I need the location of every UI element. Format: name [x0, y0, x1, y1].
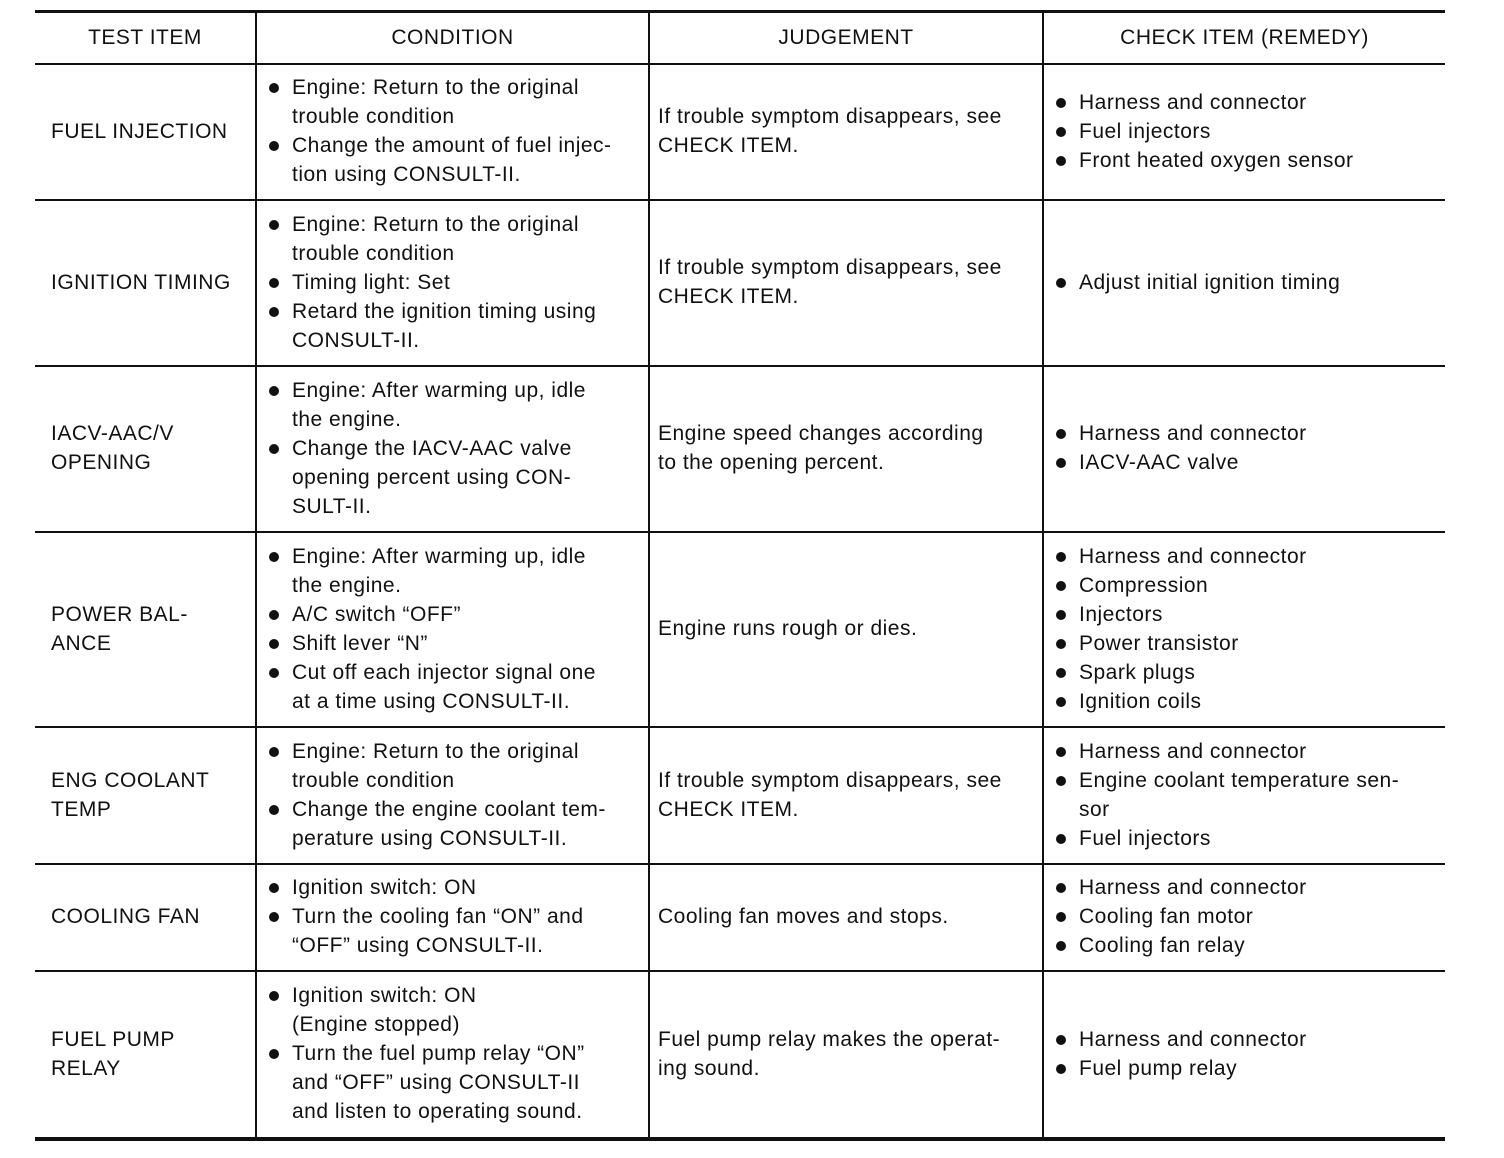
- bullet-icon: [1056, 610, 1066, 620]
- text-line: ing sound.: [658, 1056, 760, 1080]
- check-item-cell: [1043, 64, 1445, 200]
- test-item-cell: [35, 366, 256, 532]
- text-line: trouble condition: [292, 241, 455, 265]
- text-line: (Engine stopped): [292, 1013, 460, 1036]
- condition-bullet: [265, 795, 640, 853]
- bullet-icon: [269, 1049, 279, 1059]
- check-item-cell: [1043, 366, 1445, 532]
- bullet-icon: [269, 141, 279, 151]
- text-line: Injectors: [1079, 602, 1163, 626]
- judgement-cell: [649, 532, 1043, 727]
- check-item-bullet: [1052, 448, 1437, 477]
- bullet-icon: [269, 805, 279, 815]
- text-line: COOLING FAN: [51, 905, 201, 928]
- text-line: If trouble symptom disappears, see: [658, 768, 1002, 792]
- text-line: Harness and connector: [1079, 876, 1307, 899]
- text-line: trouble condition: [292, 768, 455, 792]
- header-test-item: TEST ITEM: [88, 26, 202, 50]
- check-item-bullet: [1052, 146, 1437, 175]
- check-item-bullet: [1052, 88, 1437, 117]
- test-item-cell: [35, 532, 256, 727]
- text-line: sor: [1079, 797, 1110, 821]
- text-line: CHECK ITEM.: [658, 285, 799, 308]
- text-line: Fuel pump relay makes the operat-: [658, 1027, 1001, 1051]
- text-line: Harness and connector: [1079, 544, 1307, 568]
- text-line: Ignition switch: ON: [292, 984, 477, 1007]
- text-line: Harness and connector: [1079, 1027, 1307, 1051]
- text-line: perature using CONSULT-II.: [292, 826, 568, 850]
- bullet-icon: [1056, 941, 1066, 951]
- header-check-item: CHECK ITEM (REMEDY): [1043, 12, 1445, 64]
- condition-list: [265, 542, 640, 716]
- check-item-bullet: [1052, 737, 1437, 766]
- table-row: [35, 366, 1445, 532]
- bullet-icon: [1056, 98, 1066, 108]
- bullet-icon: [1056, 552, 1066, 562]
- text-line: Adjust initial ignition timing: [1079, 270, 1341, 294]
- check-item-cell: [1043, 200, 1445, 366]
- text-line: Fuel pump relay: [1079, 1056, 1238, 1080]
- bullet-icon: [1056, 697, 1066, 707]
- condition-list: [265, 737, 640, 853]
- bullet-icon: [1056, 127, 1066, 137]
- condition-bullet: [265, 737, 640, 795]
- text-line: Harness and connector: [1079, 739, 1307, 763]
- bullet-icon: [269, 668, 279, 678]
- condition-bullet: [265, 902, 640, 960]
- text-line: and “OFF” using CONSULT-II: [292, 1071, 581, 1094]
- condition-cell: [256, 727, 649, 864]
- test-item-cell: [35, 971, 256, 1139]
- check-item-list: [1052, 268, 1437, 297]
- check-item-list: [1052, 542, 1437, 716]
- condition-bullet: [265, 1039, 640, 1126]
- text-line: Cooling fan motor: [1079, 905, 1254, 928]
- check-item-bullet: [1052, 419, 1437, 448]
- condition-list: [265, 873, 640, 960]
- text-line: FUEL INJECTION: [51, 119, 228, 143]
- test-item-cell: [35, 727, 256, 864]
- check-item-bullet: [1052, 766, 1437, 824]
- table-row: [35, 532, 1445, 727]
- text-line: Engine: Return to the original: [292, 212, 580, 236]
- text-line: If trouble symptom disappears, see: [658, 256, 1002, 279]
- check-item-cell: [1043, 864, 1445, 971]
- text-line: opening percent using CON-: [292, 465, 572, 489]
- text-line: Fuel injectors: [1079, 826, 1211, 850]
- text-line: “OFF” using CONSULT-II.: [292, 934, 544, 957]
- bullet-icon: [269, 747, 279, 757]
- bullet-icon: [269, 278, 279, 288]
- text-line: the engine.: [292, 573, 402, 597]
- bullet-icon: [1056, 429, 1066, 439]
- judgement-cell: [649, 727, 1043, 864]
- bullet-icon: [269, 307, 279, 317]
- condition-bullet: [265, 873, 640, 902]
- active-test-table: [35, 10, 1445, 1141]
- text-line: FUEL PUMP: [51, 1027, 175, 1051]
- text-line: Turn the cooling fan “ON” and: [292, 905, 584, 928]
- condition-list: [265, 376, 640, 521]
- check-item-bullet: [1052, 931, 1437, 960]
- check-item-bullet: [1052, 600, 1437, 629]
- check-item-list: [1052, 873, 1437, 960]
- table-row: [35, 200, 1445, 366]
- text-line: RELAY: [51, 1056, 121, 1080]
- header-condition: CONDITION: [256, 12, 649, 64]
- check-item-bullet: [1052, 658, 1437, 687]
- table-row: [35, 971, 1445, 1139]
- check-item-bullet: [1052, 629, 1437, 658]
- condition-bullet: [265, 297, 640, 355]
- condition-bullet: [265, 981, 640, 1039]
- text-line: Change the amount of fuel injec-: [292, 134, 612, 157]
- text-line: Engine: Return to the original: [292, 76, 580, 99]
- text-line: Change the IACV-AAC valve: [292, 436, 572, 460]
- condition-bullet: [265, 629, 640, 658]
- condition-bullet: [265, 542, 640, 600]
- check-item-cell: [1043, 532, 1445, 727]
- bullet-icon: [1056, 747, 1066, 757]
- check-item-bullet: [1052, 268, 1437, 297]
- bullet-icon: [269, 444, 279, 454]
- bullet-icon: [1056, 1035, 1066, 1045]
- text-line: If trouble symptom disappears, see: [658, 105, 1002, 128]
- bullet-icon: [1056, 639, 1066, 649]
- text-line: CHECK ITEM.: [658, 134, 799, 157]
- bullet-icon: [269, 639, 279, 649]
- text-line: Cooling fan moves and stops.: [658, 905, 949, 928]
- header-row: [35, 12, 1445, 64]
- text-line: POWER BAL-: [51, 602, 188, 626]
- text-line: ENG COOLANT: [51, 768, 210, 792]
- check-item-list: [1052, 419, 1437, 477]
- text-line: at a time using CONSULT-II.: [292, 689, 571, 713]
- bullet-icon: [1056, 776, 1066, 786]
- bullet-icon: [1056, 156, 1066, 166]
- condition-bullet: [265, 210, 640, 268]
- judgement-cell: [649, 864, 1043, 971]
- condition-bullet: [265, 131, 640, 189]
- text-line: tion using CONSULT-II.: [292, 163, 521, 186]
- text-line: trouble condition: [292, 105, 455, 128]
- text-line: ANCE: [51, 631, 112, 655]
- text-line: OPENING: [51, 451, 152, 474]
- text-line: Turn the fuel pump relay “ON”: [292, 1042, 585, 1065]
- condition-bullet: [265, 600, 640, 629]
- text-line: SULT-II.: [292, 494, 372, 518]
- table-row: [35, 727, 1445, 864]
- test-item-cell: [35, 864, 256, 971]
- check-item-bullet: [1052, 571, 1437, 600]
- text-line: Ignition switch: ON: [292, 876, 477, 899]
- text-line: CHECK ITEM.: [658, 797, 799, 821]
- check-item-list: [1052, 1025, 1437, 1083]
- text-line: Harness and connector: [1079, 90, 1307, 114]
- text-line: Spark plugs: [1079, 660, 1196, 684]
- test-item-cell: [35, 200, 256, 366]
- bullet-icon: [269, 83, 279, 93]
- text-line: IACV-AAC/V: [51, 422, 174, 445]
- text-line: Compression: [1079, 573, 1209, 597]
- condition-cell: [256, 366, 649, 532]
- text-line: to the opening percent.: [658, 451, 885, 474]
- condition-cell: [256, 532, 649, 727]
- check-item-bullet: [1052, 1054, 1437, 1083]
- bullet-icon: [269, 220, 279, 230]
- condition-cell: [256, 864, 649, 971]
- bullet-icon: [1056, 278, 1066, 288]
- bullet-icon: [1056, 883, 1066, 893]
- bullet-icon: [1056, 1064, 1066, 1074]
- text-line: Change the engine coolant tem-: [292, 797, 606, 821]
- check-item-bullet: [1052, 687, 1437, 716]
- text-line: Engine coolant temperature sen-: [1079, 768, 1400, 792]
- condition-list: [265, 210, 640, 355]
- text-line: IACV-AAC valve: [1079, 451, 1239, 474]
- condition-cell: [256, 971, 649, 1139]
- bullet-icon: [269, 912, 279, 922]
- check-item-cell: [1043, 727, 1445, 864]
- table-row: [35, 64, 1445, 200]
- condition-bullet: [265, 73, 640, 131]
- text-line: and listen to operating sound.: [292, 1100, 583, 1123]
- text-line: Fuel injectors: [1079, 119, 1211, 143]
- check-item-list: [1052, 737, 1437, 853]
- check-item-bullet: [1052, 902, 1437, 931]
- judgement-cell: [649, 971, 1043, 1139]
- check-item-bullet: [1052, 1025, 1437, 1054]
- text-line: Engine: After warming up, idle: [292, 378, 586, 402]
- text-line: Engine runs rough or dies.: [658, 617, 918, 640]
- text-line: Retard the ignition timing using: [292, 299, 597, 323]
- text-line: CONSULT-II.: [292, 328, 420, 352]
- text-line: the engine.: [292, 407, 402, 431]
- text-line: Power transistor: [1079, 631, 1239, 655]
- text-line: Cooling fan relay: [1079, 934, 1246, 957]
- text-line: Engine: After warming up, idle: [292, 544, 586, 568]
- test-item-cell: [35, 64, 256, 200]
- condition-list: [265, 73, 640, 189]
- check-item-bullet: [1052, 117, 1437, 146]
- condition-bullet: [265, 658, 640, 716]
- text-line: Engine speed changes according: [658, 422, 984, 445]
- bullet-icon: [1056, 834, 1066, 844]
- bullet-icon: [1056, 668, 1066, 678]
- condition-list: [265, 981, 640, 1126]
- judgement-cell: [649, 64, 1043, 200]
- check-item-bullet: [1052, 542, 1437, 571]
- text-line: TEMP: [51, 797, 112, 821]
- condition-bullet: [265, 268, 640, 297]
- bullet-icon: [269, 991, 279, 1001]
- bullet-icon: [269, 386, 279, 396]
- condition-cell: [256, 64, 649, 200]
- check-item-bullet: [1052, 873, 1437, 902]
- condition-cell: [256, 200, 649, 366]
- bullet-icon: [1056, 581, 1066, 591]
- condition-bullet: [265, 376, 640, 434]
- text-line: IGNITION TIMING: [51, 270, 231, 294]
- judgement-cell: [649, 200, 1043, 366]
- text-line: A/C switch “OFF”: [292, 602, 461, 626]
- text-line: Engine: Return to the original: [292, 739, 580, 763]
- bullet-icon: [269, 610, 279, 620]
- check-item-bullet: [1052, 824, 1437, 853]
- bullet-icon: [1056, 458, 1066, 468]
- bullet-icon: [269, 883, 279, 893]
- text-line: Harness and connector: [1079, 422, 1307, 445]
- judgement-cell: [649, 366, 1043, 532]
- check-item-list: [1052, 88, 1437, 175]
- text-line: Ignition coils: [1079, 689, 1202, 713]
- text-line: Front heated oxygen sensor: [1079, 148, 1354, 172]
- header-judgement: JUDGEMENT: [649, 12, 1043, 64]
- table-body: [35, 64, 1445, 1139]
- check-item-cell: [1043, 971, 1445, 1139]
- text-line: Shift lever “N”: [292, 631, 428, 655]
- bullet-icon: [1056, 912, 1066, 922]
- text-line: Cut off each injector signal one: [292, 660, 596, 684]
- bullet-icon: [269, 552, 279, 562]
- text-line: Timing light: Set: [292, 270, 451, 294]
- table-row: [35, 864, 1445, 971]
- condition-bullet: [265, 434, 640, 521]
